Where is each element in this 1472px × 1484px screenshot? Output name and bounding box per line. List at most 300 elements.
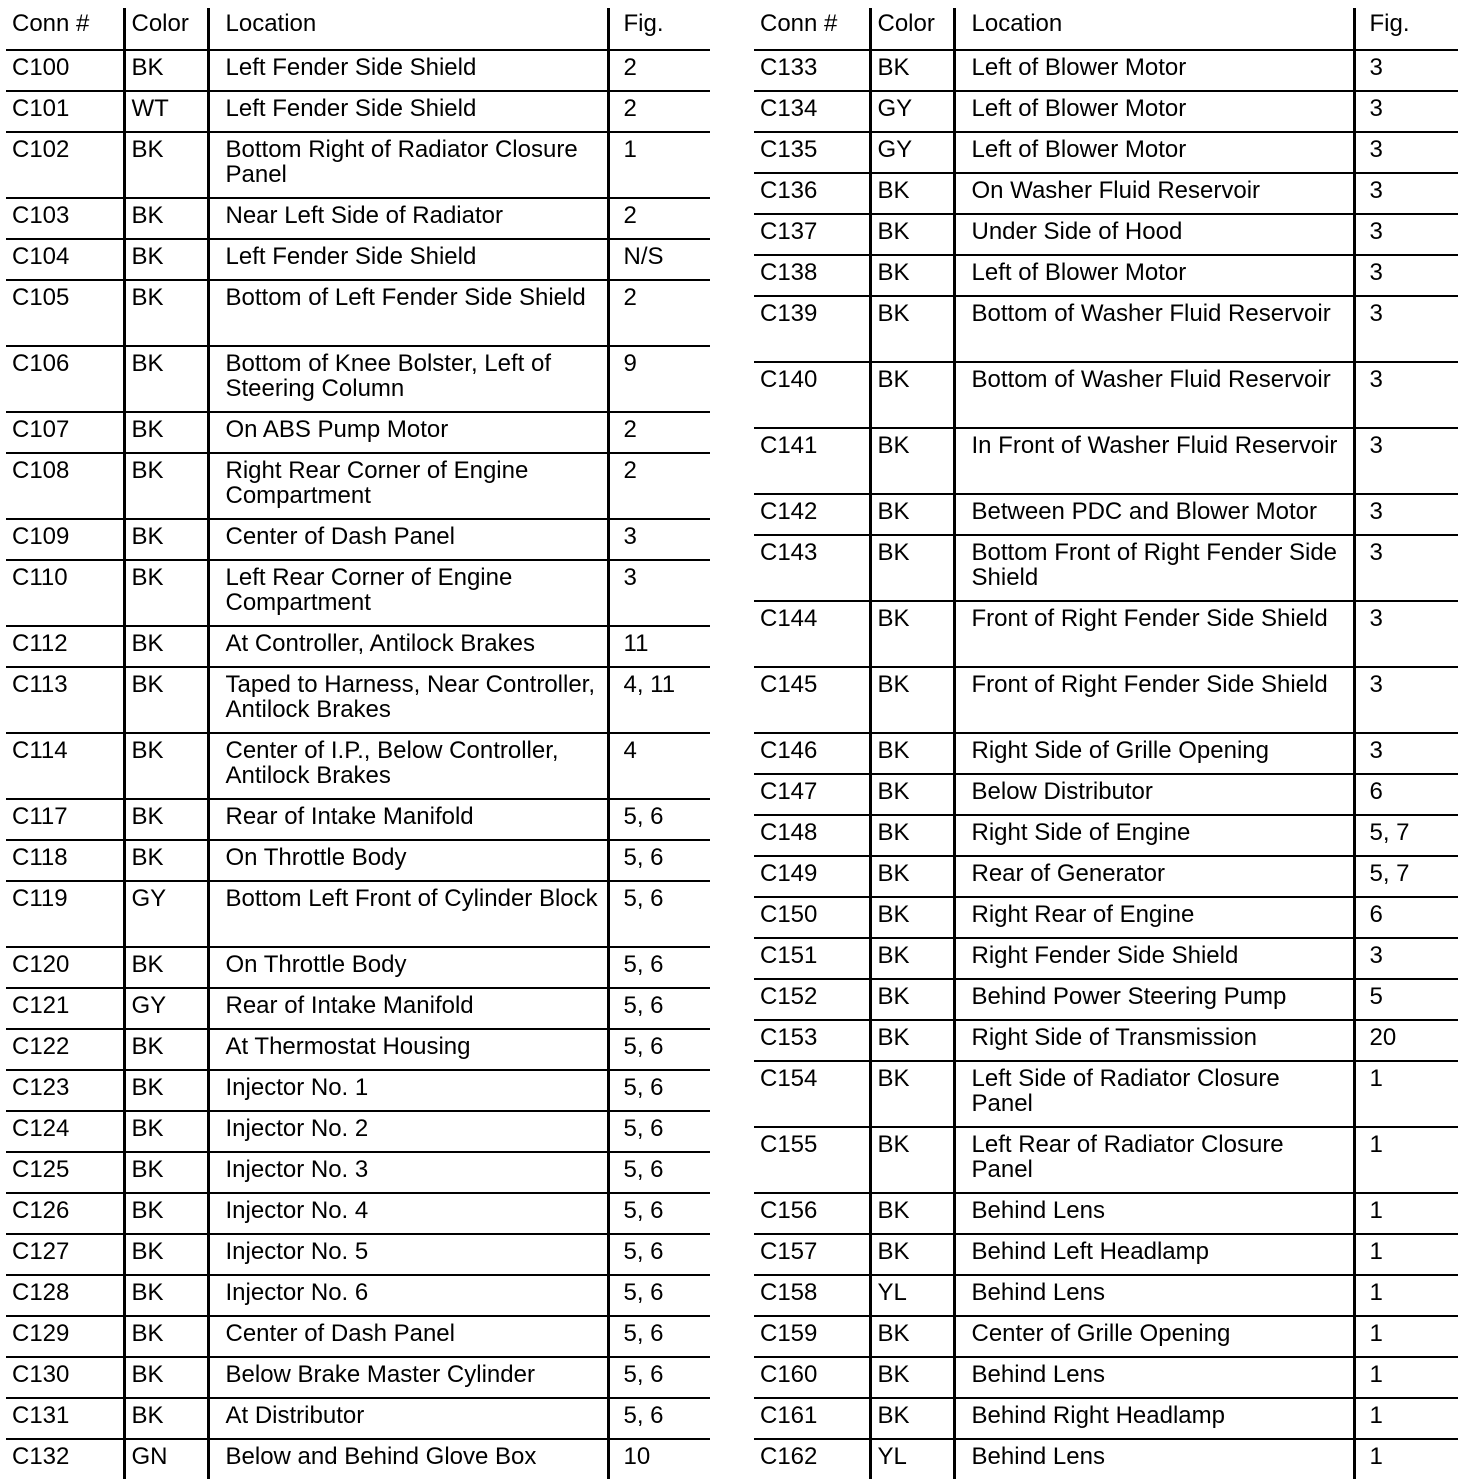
cell-conn: C132 bbox=[6, 1439, 124, 1479]
cell-fig: 3 bbox=[1354, 50, 1458, 91]
cell-color: BK bbox=[870, 1234, 954, 1275]
header-location: Location bbox=[954, 8, 1354, 50]
cell-conn: C142 bbox=[754, 494, 870, 535]
cell-conn: C105 bbox=[6, 280, 124, 346]
cell-fig: 6 bbox=[1354, 774, 1458, 815]
cell-conn: C113 bbox=[6, 667, 124, 733]
table-row bbox=[6, 1234, 710, 1275]
cell-location: Rear of Generator bbox=[954, 856, 1354, 897]
cell-fig: 5, 6 bbox=[608, 881, 710, 947]
cell-conn: C101 bbox=[6, 91, 124, 132]
table-row bbox=[754, 1357, 1458, 1398]
cell-location: Left Fender Side Shield bbox=[208, 50, 608, 91]
cell-color: BK bbox=[124, 667, 208, 733]
table-row bbox=[754, 255, 1458, 296]
cell-fig: 3 bbox=[1354, 733, 1458, 774]
cell-location: Behind Power Steering Pump bbox=[954, 979, 1354, 1020]
cell-fig: 3 bbox=[1354, 296, 1458, 362]
header-location: Location bbox=[208, 8, 608, 50]
cell-color: GY bbox=[870, 132, 954, 173]
table-row bbox=[6, 198, 710, 239]
cell-location: Left of Blower Motor bbox=[954, 91, 1354, 132]
cell-color: BK bbox=[870, 255, 954, 296]
cell-fig: 2 bbox=[608, 91, 710, 132]
header-fig: Fig. bbox=[1354, 8, 1458, 50]
cell-color: BK bbox=[870, 774, 954, 815]
table-row bbox=[6, 346, 710, 412]
cell-fig: 5, 6 bbox=[608, 1398, 710, 1439]
cell-color: BK bbox=[870, 856, 954, 897]
cell-location: Injector No. 5 bbox=[208, 1234, 608, 1275]
cell-color: BK bbox=[124, 453, 208, 519]
cell-location: Center of Dash Panel bbox=[208, 1316, 608, 1357]
cell-fig: 3 bbox=[1354, 91, 1458, 132]
cell-conn: C117 bbox=[6, 799, 124, 840]
cell-conn: C133 bbox=[754, 50, 870, 91]
table-row bbox=[6, 881, 710, 947]
table-row bbox=[754, 774, 1458, 815]
table-row bbox=[754, 1234, 1458, 1275]
cell-fig: 3 bbox=[1354, 428, 1458, 494]
cell-location: Bottom Front of Right Fender Side Shield bbox=[954, 535, 1354, 601]
cell-location: Center of I.P., Below Controller, Antilock Brakes bbox=[208, 733, 608, 799]
cell-conn: C104 bbox=[6, 239, 124, 280]
cell-color: BK bbox=[124, 50, 208, 91]
table-row bbox=[754, 1275, 1458, 1316]
cell-location: Injector No. 2 bbox=[208, 1111, 608, 1152]
cell-conn: C121 bbox=[6, 988, 124, 1029]
cell-color: BK bbox=[870, 362, 954, 428]
cell-color: BK bbox=[870, 1398, 954, 1439]
table-row bbox=[754, 91, 1458, 132]
cell-fig: 5, 6 bbox=[608, 1070, 710, 1111]
cell-color: BK bbox=[124, 560, 208, 626]
table-row bbox=[6, 1070, 710, 1111]
table-row bbox=[6, 412, 710, 453]
cell-conn: C161 bbox=[754, 1398, 870, 1439]
table-row bbox=[754, 815, 1458, 856]
cell-fig: 3 bbox=[1354, 255, 1458, 296]
cell-conn: C155 bbox=[754, 1127, 870, 1193]
cell-location: Bottom of Knee Bolster, Left of Steering Column bbox=[208, 346, 608, 412]
cell-fig: 3 bbox=[1354, 601, 1458, 667]
cell-conn: C136 bbox=[754, 173, 870, 214]
cell-location: Bottom Left Front of Cylinder Block bbox=[208, 881, 608, 947]
table-row bbox=[6, 1029, 710, 1070]
table-row bbox=[754, 1316, 1458, 1357]
table-header-row bbox=[754, 8, 1458, 50]
cell-fig: 11 bbox=[608, 626, 710, 667]
cell-fig: 6 bbox=[1354, 897, 1458, 938]
cell-conn: C144 bbox=[754, 601, 870, 667]
cell-conn: C119 bbox=[6, 881, 124, 947]
cell-conn: C128 bbox=[6, 1275, 124, 1316]
table-row bbox=[6, 132, 710, 198]
cell-fig: 5, 6 bbox=[608, 1152, 710, 1193]
cell-fig: 1 bbox=[1354, 1398, 1458, 1439]
cell-conn: C158 bbox=[754, 1275, 870, 1316]
table-row bbox=[754, 1439, 1458, 1479]
cell-color: BK bbox=[870, 815, 954, 856]
cell-color: BK bbox=[870, 50, 954, 91]
header-conn: Conn # bbox=[6, 8, 124, 50]
cell-conn: C153 bbox=[754, 1020, 870, 1061]
cell-conn: C139 bbox=[754, 296, 870, 362]
cell-location: Front of Right Fender Side Shield bbox=[954, 601, 1354, 667]
cell-conn: C130 bbox=[6, 1357, 124, 1398]
cell-fig: 2 bbox=[608, 412, 710, 453]
table-row bbox=[754, 535, 1458, 601]
cell-location: At Controller, Antilock Brakes bbox=[208, 626, 608, 667]
cell-location: Right Fender Side Shield bbox=[954, 938, 1354, 979]
cell-fig: 5, 6 bbox=[608, 1193, 710, 1234]
cell-conn: C129 bbox=[6, 1316, 124, 1357]
cell-color: WT bbox=[124, 91, 208, 132]
cell-location: On ABS Pump Motor bbox=[208, 412, 608, 453]
cell-location: Right Rear Corner of Engine Compartment bbox=[208, 453, 608, 519]
cell-color: BK bbox=[870, 979, 954, 1020]
cell-color: BK bbox=[870, 938, 954, 979]
cell-fig: 3 bbox=[1354, 535, 1458, 601]
table-row bbox=[754, 1061, 1458, 1127]
cell-conn: C156 bbox=[754, 1193, 870, 1234]
cell-conn: C122 bbox=[6, 1029, 124, 1070]
cell-color: BK bbox=[870, 1193, 954, 1234]
cell-fig: 4 bbox=[608, 733, 710, 799]
cell-conn: C140 bbox=[754, 362, 870, 428]
cell-fig: 5, 6 bbox=[608, 799, 710, 840]
cell-conn: C103 bbox=[6, 198, 124, 239]
cell-conn: C112 bbox=[6, 626, 124, 667]
cell-color: BK bbox=[124, 346, 208, 412]
cell-fig: 5, 7 bbox=[1354, 856, 1458, 897]
cell-conn: C124 bbox=[6, 1111, 124, 1152]
table-row bbox=[754, 979, 1458, 1020]
cell-location: At Distributor bbox=[208, 1398, 608, 1439]
cell-location: Rear of Intake Manifold bbox=[208, 799, 608, 840]
cell-location: Center of Dash Panel bbox=[208, 519, 608, 560]
cell-location: Taped to Harness, Near Controller, Antilock Brakes bbox=[208, 667, 608, 733]
cell-fig: 2 bbox=[608, 50, 710, 91]
table-row bbox=[6, 1152, 710, 1193]
cell-fig: 1 bbox=[1354, 1275, 1458, 1316]
cell-conn: C123 bbox=[6, 1070, 124, 1111]
cell-location: Left Fender Side Shield bbox=[208, 91, 608, 132]
cell-fig: 20 bbox=[1354, 1020, 1458, 1061]
cell-fig: 1 bbox=[1354, 1357, 1458, 1398]
cell-fig: 3 bbox=[1354, 938, 1458, 979]
cell-fig: 1 bbox=[608, 132, 710, 198]
cell-color: BK bbox=[124, 733, 208, 799]
cell-color: BK bbox=[870, 1020, 954, 1061]
cell-color: BK bbox=[124, 132, 208, 198]
cell-fig: 3 bbox=[1354, 667, 1458, 733]
cell-location: Injector No. 1 bbox=[208, 1070, 608, 1111]
cell-color: BK bbox=[870, 494, 954, 535]
cell-location: Below Brake Master Cylinder bbox=[208, 1357, 608, 1398]
cell-conn: C147 bbox=[754, 774, 870, 815]
cell-color: BK bbox=[124, 947, 208, 988]
cell-fig: 3 bbox=[1354, 362, 1458, 428]
table-row bbox=[6, 1193, 710, 1234]
cell-conn: C148 bbox=[754, 815, 870, 856]
table-header-row bbox=[6, 8, 710, 50]
cell-color: BK bbox=[124, 198, 208, 239]
cell-color: BK bbox=[870, 1061, 954, 1127]
cell-location: Under Side of Hood bbox=[954, 214, 1354, 255]
cell-conn: C143 bbox=[754, 535, 870, 601]
cell-conn: C145 bbox=[754, 667, 870, 733]
cell-location: Right Side of Transmission bbox=[954, 1020, 1354, 1061]
cell-location: Injector No. 4 bbox=[208, 1193, 608, 1234]
cell-color: BK bbox=[124, 1029, 208, 1070]
cell-fig: 5, 6 bbox=[608, 1234, 710, 1275]
table-row bbox=[6, 1275, 710, 1316]
cell-fig: 3 bbox=[1354, 214, 1458, 255]
table-row bbox=[754, 428, 1458, 494]
cell-fig: 3 bbox=[608, 519, 710, 560]
connector-table-right bbox=[754, 8, 1458, 1479]
cell-fig: 3 bbox=[608, 560, 710, 626]
cell-location: Behind Lens bbox=[954, 1275, 1354, 1316]
cell-fig: 1 bbox=[1354, 1234, 1458, 1275]
cell-location: Injector No. 6 bbox=[208, 1275, 608, 1316]
table-row bbox=[6, 239, 710, 280]
cell-fig: N/S bbox=[608, 239, 710, 280]
table-row bbox=[754, 1193, 1458, 1234]
cell-conn: C149 bbox=[754, 856, 870, 897]
cell-fig: 5, 6 bbox=[608, 840, 710, 881]
table-row bbox=[6, 519, 710, 560]
cell-location: Right Side of Grille Opening bbox=[954, 733, 1354, 774]
cell-color: BK bbox=[870, 667, 954, 733]
cell-color: BK bbox=[124, 519, 208, 560]
table-row bbox=[754, 601, 1458, 667]
table-row bbox=[6, 50, 710, 91]
cell-color: BK bbox=[870, 897, 954, 938]
cell-conn: C131 bbox=[6, 1398, 124, 1439]
header-conn: Conn # bbox=[754, 8, 870, 50]
cell-color: BK bbox=[870, 428, 954, 494]
cell-color: BK bbox=[124, 1070, 208, 1111]
table-row bbox=[754, 938, 1458, 979]
table-row bbox=[6, 280, 710, 346]
cell-location: Below and Behind Glove Box bbox=[208, 1439, 608, 1479]
cell-fig: 9 bbox=[608, 346, 710, 412]
cell-conn: C146 bbox=[754, 733, 870, 774]
table-row bbox=[6, 947, 710, 988]
table-row bbox=[6, 91, 710, 132]
cell-location: Near Left Side of Radiator bbox=[208, 198, 608, 239]
cell-fig: 3 bbox=[1354, 132, 1458, 173]
cell-location: Left of Blower Motor bbox=[954, 132, 1354, 173]
header-color: Color bbox=[870, 8, 954, 50]
cell-color: BK bbox=[870, 1316, 954, 1357]
cell-color: BK bbox=[124, 1111, 208, 1152]
cell-conn: C154 bbox=[754, 1061, 870, 1127]
cell-color: YL bbox=[870, 1439, 954, 1479]
cell-color: BK bbox=[124, 1316, 208, 1357]
cell-location: Bottom of Left Fender Side Shield bbox=[208, 280, 608, 346]
cell-location: Front of Right Fender Side Shield bbox=[954, 667, 1354, 733]
cell-location: Bottom Right of Radiator Closure Panel bbox=[208, 132, 608, 198]
table-row bbox=[6, 667, 710, 733]
cell-conn: C102 bbox=[6, 132, 124, 198]
cell-fig: 1 bbox=[1354, 1193, 1458, 1234]
table-row bbox=[754, 214, 1458, 255]
cell-location: Below Distributor bbox=[954, 774, 1354, 815]
table-row bbox=[6, 733, 710, 799]
table-row bbox=[754, 362, 1458, 428]
cell-location: Between PDC and Blower Motor bbox=[954, 494, 1354, 535]
cell-fig: 1 bbox=[1369, 1443, 1383, 1470]
cell-location: Center of Grille Opening bbox=[954, 1316, 1354, 1357]
cell-location: Left of Blower Motor bbox=[954, 50, 1354, 91]
cell-fig: 5, 6 bbox=[608, 1275, 710, 1316]
table-row bbox=[6, 626, 710, 667]
cell-location: Left Rear of Radiator Closure Panel bbox=[954, 1127, 1354, 1193]
cell-color: BK bbox=[870, 1357, 954, 1398]
cell-fig: 3 bbox=[1354, 173, 1458, 214]
cell-color: BK bbox=[124, 280, 208, 346]
cell-color: BK bbox=[124, 1275, 208, 1316]
cell-conn: C110 bbox=[6, 560, 124, 626]
cell-conn: C100 bbox=[6, 50, 124, 91]
table-row bbox=[6, 453, 710, 519]
cell-location: Left of Blower Motor bbox=[954, 255, 1354, 296]
cell-conn: C152 bbox=[754, 979, 870, 1020]
cell-location: On Throttle Body bbox=[208, 947, 608, 988]
cell-fig: 5, 6 bbox=[608, 1316, 710, 1357]
cell-location: Bottom of Washer Fluid Reservoir bbox=[954, 296, 1354, 362]
cell-location: Rear of Intake Manifold bbox=[208, 988, 608, 1029]
cell-color: BK bbox=[124, 1398, 208, 1439]
cell-color: YL bbox=[870, 1275, 954, 1316]
table-row bbox=[754, 494, 1458, 535]
cell-fig: 3 bbox=[1354, 494, 1458, 535]
cell-fig: 1 bbox=[1354, 1127, 1458, 1193]
cell-conn: C134 bbox=[754, 91, 870, 132]
cell-conn: C126 bbox=[6, 1193, 124, 1234]
cell-color: GY bbox=[124, 881, 208, 947]
cell-conn: C127 bbox=[6, 1234, 124, 1275]
cell-conn: C150 bbox=[754, 897, 870, 938]
cell-location: Behind Lens bbox=[954, 1193, 1354, 1234]
cell-conn: C125 bbox=[6, 1152, 124, 1193]
cell-location: Left Side of Radiator Closure Panel bbox=[954, 1061, 1354, 1127]
table-row bbox=[754, 50, 1458, 91]
cell-color: BK bbox=[124, 412, 208, 453]
cell-color: BK bbox=[124, 840, 208, 881]
cell-fig: 2 bbox=[608, 280, 710, 346]
connector-table-left bbox=[6, 8, 710, 1479]
table-body-left bbox=[6, 50, 710, 1479]
cell-conn: C160 bbox=[754, 1357, 870, 1398]
cell-location: Right Side of Engine bbox=[954, 815, 1354, 856]
cell-conn: C141 bbox=[754, 428, 870, 494]
table-row bbox=[6, 560, 710, 626]
table-row bbox=[6, 799, 710, 840]
cell-conn: C151 bbox=[754, 938, 870, 979]
cell-fig: 4, 11 bbox=[608, 667, 710, 733]
cell-location: Behind Lens bbox=[954, 1439, 1354, 1479]
cell-location: Left Rear Corner of Engine Compartment bbox=[208, 560, 608, 626]
cell-fig: 5, 6 bbox=[608, 1357, 710, 1398]
cell-fig: 5, 6 bbox=[608, 1029, 710, 1070]
cell-color: BK bbox=[870, 1127, 954, 1193]
table-row bbox=[754, 173, 1458, 214]
table-row bbox=[754, 667, 1458, 733]
cell-location: Behind Left Headlamp bbox=[954, 1234, 1354, 1275]
table-row bbox=[754, 856, 1458, 897]
cell-fig: 1 bbox=[1354, 1061, 1458, 1127]
header-color: Color bbox=[124, 8, 208, 50]
cell-fig: 10 bbox=[623, 1443, 651, 1470]
cell-conn: C106 bbox=[6, 346, 124, 412]
cell-color: BK bbox=[124, 626, 208, 667]
cell-conn: C109 bbox=[6, 519, 124, 560]
cell-conn: C138 bbox=[754, 255, 870, 296]
cell-location: Injector No. 3 bbox=[208, 1152, 608, 1193]
cell-color: BK bbox=[124, 1234, 208, 1275]
cell-color: GY bbox=[124, 988, 208, 1029]
header-fig: Fig. bbox=[608, 8, 710, 50]
cell-conn: C118 bbox=[6, 840, 124, 881]
cell-location: In Front of Washer Fluid Reservoir bbox=[954, 428, 1354, 494]
cell-color: BK bbox=[870, 733, 954, 774]
cell-fig: 5, 6 bbox=[608, 947, 710, 988]
cell-location: Behind Right Headlamp bbox=[954, 1398, 1354, 1439]
cell-conn: C107 bbox=[6, 412, 124, 453]
cell-conn: C135 bbox=[754, 132, 870, 173]
cell-color: BK bbox=[870, 173, 954, 214]
cell-color: GN bbox=[124, 1439, 208, 1479]
cell-conn: C157 bbox=[754, 1234, 870, 1275]
table-row bbox=[754, 897, 1458, 938]
cell-location: Left Fender Side Shield bbox=[208, 239, 608, 280]
cell-fig: 5, 6 bbox=[608, 1111, 710, 1152]
table-row bbox=[6, 1316, 710, 1357]
cell-conn: C120 bbox=[6, 947, 124, 988]
cell-color: BK bbox=[870, 214, 954, 255]
table-row bbox=[754, 1127, 1458, 1193]
cell-color: BK bbox=[124, 239, 208, 280]
table-row bbox=[754, 296, 1458, 362]
cell-color: BK bbox=[870, 296, 954, 362]
cell-conn: C114 bbox=[6, 733, 124, 799]
table-row bbox=[754, 1398, 1458, 1439]
cell-fig: 2 bbox=[608, 453, 710, 519]
table-row bbox=[6, 1439, 710, 1479]
cell-fig: 1 bbox=[1354, 1316, 1458, 1357]
table-row bbox=[754, 132, 1458, 173]
cell-location: On Throttle Body bbox=[208, 840, 608, 881]
cell-fig: 5, 6 bbox=[608, 988, 710, 1029]
table-row bbox=[6, 1111, 710, 1152]
cell-color: BK bbox=[124, 1357, 208, 1398]
cell-fig: 5 bbox=[1354, 979, 1458, 1020]
cell-location: At Thermostat Housing bbox=[208, 1029, 608, 1070]
cell-conn: C137 bbox=[754, 214, 870, 255]
cell-location: Bottom of Washer Fluid Reservoir bbox=[954, 362, 1354, 428]
cell-fig: 5, 7 bbox=[1354, 815, 1458, 856]
table-row bbox=[6, 1398, 710, 1439]
cell-conn: C162 bbox=[754, 1439, 870, 1479]
table-row bbox=[6, 1357, 710, 1398]
table-row bbox=[6, 988, 710, 1029]
cell-conn: C108 bbox=[6, 453, 124, 519]
cell-location: Behind Lens bbox=[954, 1357, 1354, 1398]
